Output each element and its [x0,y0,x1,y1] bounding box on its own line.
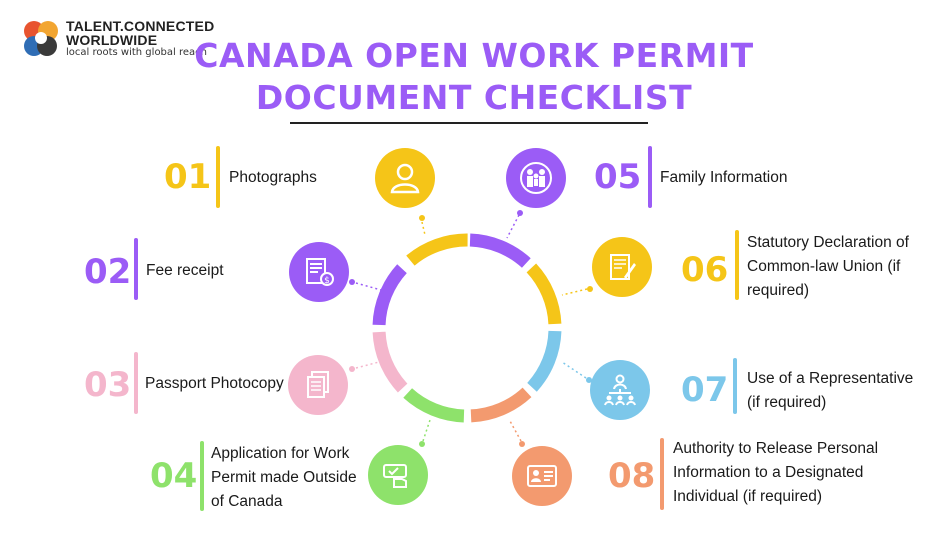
item-03-bar [134,352,138,414]
receipt-icon [289,242,349,302]
item-05-bar [648,146,652,208]
item-05-label: Family Information [660,169,788,186]
family-icon [506,148,566,208]
item-08-bar [660,438,664,510]
logo-brand-line2: WORLDWIDE [66,32,158,48]
item-03-label: Passport Photocopy [145,375,284,392]
item-02-label: Fee receipt [146,262,224,279]
item-04-number: 04 [150,456,198,496]
item-07-bar [733,358,737,414]
item-07-number: 07 [681,370,729,410]
page-title-line2: DOCUMENT CHECKLIST [255,78,693,117]
application-icon [368,445,428,505]
item-01-bar [216,146,220,208]
logo-brand-line1: TALENT.CONNECTED [66,18,215,34]
hierarchy-icon [590,360,650,420]
item-04-bar [200,441,204,511]
item-02-bar [134,238,138,300]
item-08-number: 08 [608,456,656,496]
item-06-label: Statutory Declaration of Common-law Union (if required) [747,234,909,299]
person-icon [375,148,435,208]
item-03-number: 03 [84,365,132,405]
item-06-bar [735,230,739,300]
item-02-number: 02 [84,252,132,292]
logo-tagline: local roots with global reach [66,47,207,58]
item-08-label: Authority to Release Personal Information to a Designated Individual (if required) [673,440,879,505]
declaration-icon [592,237,652,297]
svg-text:$: $ [324,276,330,286]
item-04-label: Application for Work Permit made Outside of Canada [211,445,357,510]
item-06-number: 06 [681,250,729,290]
item-07-label: Use of a Representative (if required) [747,370,914,411]
item-01-number: 01 [164,157,212,197]
page-title-line1: CANADA OPEN WORK PERMIT [194,36,754,75]
item-01-label: Photographs [229,169,317,186]
documents-icon [288,355,348,415]
item-05-number: 05 [594,157,642,197]
id-card-icon [512,446,572,506]
